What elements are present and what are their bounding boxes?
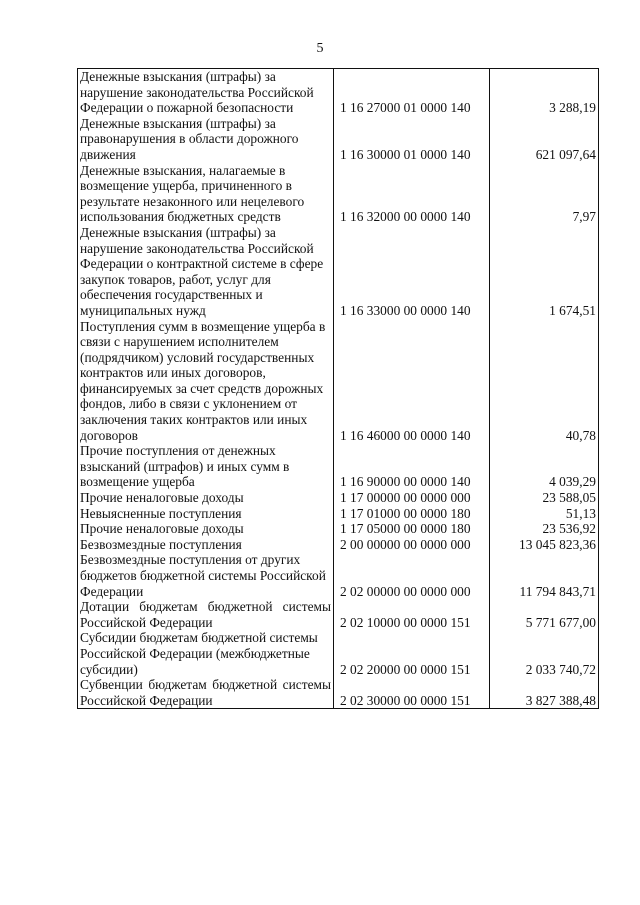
row-code: 1 16 27000 01 0000 140 — [334, 69, 490, 116]
row-code: 2 02 20000 00 0000 151 — [334, 630, 490, 677]
row-name: Поступления сумм в возмещение ущерба в связи с нарушением исполнителем (подрядчиком) условий государственных контрактов или иных договоров, финансируемых за счет средств дорожных фондов, либо в связи с уклонением от заключения таких контрактов или иных договоров — [78, 319, 334, 444]
row-amount: 40,78 — [490, 319, 599, 444]
row-amount: 2 033 740,72 — [490, 630, 599, 677]
row-amount: 7,97 — [490, 163, 599, 225]
row-code: 2 02 10000 00 0000 151 — [334, 599, 490, 630]
table-row — [78, 537, 599, 553]
row-code: 1 16 30000 01 0000 140 — [334, 116, 490, 163]
row-amount: 23 536,92 — [490, 521, 599, 537]
row-code: 1 16 90000 00 0000 140 — [334, 443, 490, 490]
table-row — [78, 443, 599, 490]
table-row — [78, 677, 599, 709]
table-row — [78, 490, 599, 506]
row-amount: 23 588,05 — [490, 490, 599, 506]
row-name: Субсидии бюджетам бюджетной системы Российской Федерации (межбюджетные субсидии) — [78, 630, 334, 677]
row-name: Прочие неналоговые доходы — [78, 490, 334, 506]
table-row — [78, 521, 599, 537]
table-row — [78, 506, 599, 522]
row-code: 1 16 32000 00 0000 140 — [334, 163, 490, 225]
row-code: 1 16 33000 00 0000 140 — [334, 225, 490, 319]
row-amount: 621 097,64 — [490, 116, 599, 163]
table-row — [78, 69, 599, 116]
row-name: Безвозмездные поступления — [78, 537, 334, 553]
row-code: 1 17 00000 00 0000 000 — [334, 490, 490, 506]
row-name: Денежные взыскания, налагаемые в возмещение ущерба, причиненного в результате незаконного или нецелевого использования бюджетных средств — [78, 163, 334, 225]
table-row — [78, 599, 599, 630]
row-amount: 51,13 — [490, 506, 599, 522]
row-name: Прочие поступления от денежных взысканий (штрафов) и иных сумм в возмещение ущерба — [78, 443, 334, 490]
table-row — [78, 225, 599, 319]
row-name: Субвенции бюджетам бюджетной системы Российской Федерации — [78, 677, 334, 709]
row-amount: 5 771 677,00 — [490, 599, 599, 630]
row-amount: 11 794 843,71 — [490, 552, 599, 599]
page-number: 5 — [316, 41, 324, 56]
row-name: Невыясненные поступления — [78, 506, 334, 522]
table-row — [78, 552, 599, 599]
table-row — [78, 116, 599, 163]
table-row — [78, 163, 599, 225]
row-code: 1 16 46000 00 0000 140 — [334, 319, 490, 444]
row-amount: 3 288,19 — [490, 69, 599, 116]
row-code: 2 02 30000 00 0000 151 — [334, 677, 490, 709]
budget-revenue-table — [77, 68, 599, 709]
row-name: Дотации бюджетам бюджетной системы Российской Федерации — [78, 599, 334, 630]
row-amount: 1 674,51 — [490, 225, 599, 319]
row-amount: 13 045 823,36 — [490, 537, 599, 553]
row-name: Безвозмездные поступления от других бюджетов бюджетной системы Российской Федерации — [78, 552, 334, 599]
row-code: 1 17 01000 00 0000 180 — [334, 506, 490, 522]
row-code: 2 00 00000 00 0000 000 — [334, 537, 490, 553]
row-name: Денежные взыскания (штрафы) за нарушение законодательства Российской Федерации о пожарной безопасности — [78, 69, 334, 116]
row-amount: 4 039,29 — [490, 443, 599, 490]
row-name: Денежные взыскания (штрафы) за нарушение законодательства Российской Федерации о контрактной системе в сфере закупок товаров, работ, услуг для обеспечения государственных и муниципальных нужд — [78, 225, 334, 319]
row-code: 1 17 05000 00 0000 180 — [334, 521, 490, 537]
row-name: Денежные взыскания (штрафы) за правонарушения в области дорожного движения — [78, 116, 334, 163]
row-name: Прочие неналоговые доходы — [78, 521, 334, 537]
row-code: 2 02 00000 00 0000 000 — [334, 552, 490, 599]
table-row — [78, 319, 599, 444]
row-amount: 3 827 388,48 — [490, 677, 599, 709]
table-row — [78, 630, 599, 677]
